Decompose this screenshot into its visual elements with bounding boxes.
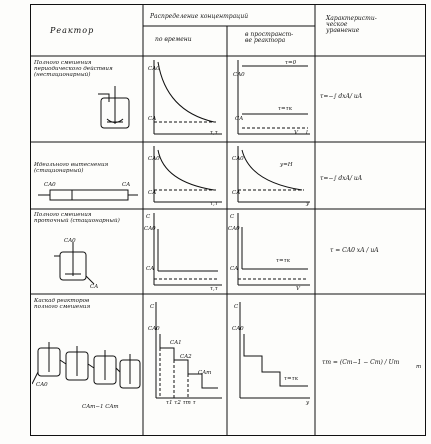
row4-cascade-diagram bbox=[32, 340, 142, 400]
row1-vessel-diagram bbox=[95, 84, 139, 138]
space-header: в пространст- ве реактора bbox=[245, 31, 294, 45]
distribution-header: Распределение концентраций bbox=[150, 13, 249, 20]
row4-formula: τm = (Cm−1 − Cm) / Um bbox=[322, 359, 400, 366]
reactor-header: Реактор bbox=[50, 26, 95, 35]
row3-formula: τ = CA0 xA / uA bbox=[330, 247, 379, 254]
row2-formula: τ=−∫ dxA/ uA bbox=[320, 175, 363, 182]
row2-time-plot bbox=[144, 142, 226, 209]
row1-name: Полного смешения периодического действия (нестационарный) bbox=[34, 60, 113, 79]
row4-name: Каскад реакторов полного смешения bbox=[34, 298, 91, 311]
row1-formula: τ=−∫ dxA/ uA bbox=[320, 93, 363, 100]
characteristic-header: Характеристи- ческое уравнение bbox=[326, 15, 377, 35]
reactor-table: Реактор Распределение концентраций по времени в пространст- ве реактора Характеристи- ческое уравнение Полного смешения периодического действия (нестационарный) CA0 CA τ,τ CA0 CA τ=0 τ=τк V l τ=−∫ dxA/ uA Идеального вытеснения (стационарный) CA0 CA CA0 CA τ,τ CA0 CA y=H y τ=−∫ dxA/ uA Полного смешения проточный (стационарный) CA0 CA C CA0 CA τ,τ C CA0 CA τ=τк V τ = CA0 xA / uA Каскад реакторов полного смешения CA0 CAm−1 CAm C CA0 CA1 CA2 CAm τ1 τ2 τm τ C CA0 τ=τк y τm = (Cm−1 − Cm) / Um m bbox=[30, 4, 426, 436]
row3-time-plot bbox=[144, 209, 226, 294]
row4-space-plot bbox=[228, 294, 314, 436]
row4-time-plot bbox=[144, 294, 226, 436]
time-header: по времени bbox=[155, 36, 192, 43]
row2-name: Идеального вытеснения (стационарный) bbox=[34, 162, 109, 175]
row1-space-plot bbox=[228, 56, 314, 142]
row3-space-plot bbox=[228, 209, 314, 294]
row2-space-plot bbox=[228, 142, 314, 209]
row3-vessel-diagram bbox=[52, 240, 96, 290]
row3-name: Полного смешения проточный (стационарный) bbox=[34, 212, 120, 225]
